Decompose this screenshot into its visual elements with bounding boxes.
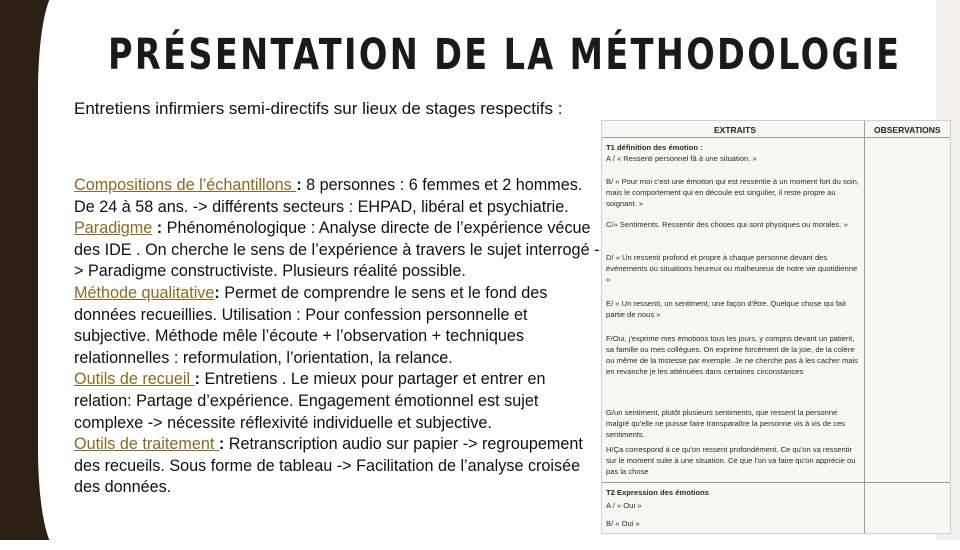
table-cell: F/Oui, j'exprime mes émotions tous les jours, y compris devant un patient, sa famille ou mes collègues. On exprime forcément de la joie, de la colère ou même de la tristesse par exemple. Je ne cherche pas à les cacher mais en revanche je les atténuées dans certaines circonstances [606, 334, 858, 376]
section-text: 8 personnes : 6 femmes et 2 hommes. De 24 à 58 ans. -> différents secteurs : EHPAD, libéral et psychiatrie. [74, 176, 583, 216]
table-header-extraits: EXTRAITS [714, 125, 757, 135]
slide-title: PRÉSENTATION DE LA MÉTHODOLOGIE [108, 30, 902, 80]
section-separator: : [152, 219, 163, 238]
table-header-divider [602, 137, 950, 138]
table-cell: D/ « Un ressenti profond et propre à chaque personne devant des événements ou situations heureux ou malheureux de notre vie quotidienne » [606, 253, 858, 284]
table-section-divider [602, 482, 950, 483]
section-separator: : [214, 283, 220, 302]
table-cell: C/« Sentiments. Ressentir des choses qui sont physiques ou morales. » [606, 220, 848, 229]
section-text: Phénoménologique : Analyse directe de l’expérience vécue des IDE . On cherche le sens de l’expérience à travers le sujet interrogé -> Paradigme constructiviste. Plusieurs réalité possible. [74, 219, 600, 281]
section-label: Outils de recueil [74, 370, 195, 389]
table-cell: G/un sentiment, plutôt plusieurs sentiments, que ressent la personne malgré qu'elle ne puisse faire transparaître la personne vis à vis de ces sentiments. [606, 408, 846, 439]
section-label: Paradigme [74, 219, 153, 238]
table-cell: T2 Expression des émotions [606, 488, 709, 497]
section-paradigm [74, 218, 604, 283]
section-separator: : [218, 435, 225, 454]
section-label: Compositions de l’échantillons [74, 176, 297, 194]
table-cell: E/ « Un ressenti, un sentiment, une façon d'être. Quelque chose qui fait partie de nous » [606, 299, 846, 319]
section-sample [74, 175, 604, 218]
section-label: Méthode qualitative [74, 283, 215, 302]
section-text: Permet de comprendre le sens et le fond des données recueillies. Utilisation : Pour confession personnelle et subjective. Méthode mêle l’écoute + l’observation + techniques relationnelles : reformulation, l’orientation, la relance. [74, 283, 548, 367]
left-band-curve [38, 0, 78, 550]
table-cell: A / « Oui » [606, 501, 642, 510]
section-separator: : [296, 176, 302, 194]
section-processing-tools [74, 434, 604, 499]
table-cell: B/ « Oui » [606, 519, 640, 528]
section-method [74, 283, 604, 369]
table-column-divider [864, 121, 865, 533]
scanned-table-image [601, 120, 951, 534]
table-cell: A / « Ressenti personnel fâ à une situation. » [606, 154, 757, 163]
section-label: Outils de traitement [74, 435, 219, 454]
section-text: Entretiens . Le mieux pour partager et entrer en relation: Partage d’expérience. Engagement émotionnel est sujet complexe -> nécessite réflexivité individuelle et subjective. [74, 370, 546, 432]
table-cell: T1 définition des émotion : [606, 143, 703, 152]
section-text: Retranscription audio sur papier -> regroupement des recueils. Sous forme de tableau -> Facilitation de l’analyse croisée des données. [74, 435, 583, 497]
section-separator: : [194, 370, 200, 389]
table-header-observations: OBSERVATIONS [874, 125, 941, 135]
intro-text: Entretiens infirmiers semi-directifs sur lieux de stages respectifs : [74, 99, 563, 118]
table-cell: H/Ça correspond à ce qu'on ressent profondément. Ce qu'on va ressentir sur le moment suite à une situation. Ce que l'on va faire qu'on apprécie ou pas la chose [606, 445, 856, 476]
table-cell: B/ « Pour moi c'est une émotion qui est ressentie à un moment fort du soin, mais le comportement qui en découle est singulier, il reste propre au soignant. » [606, 177, 860, 208]
methodology-sections [74, 175, 604, 499]
section-collection-tools [74, 369, 604, 434]
